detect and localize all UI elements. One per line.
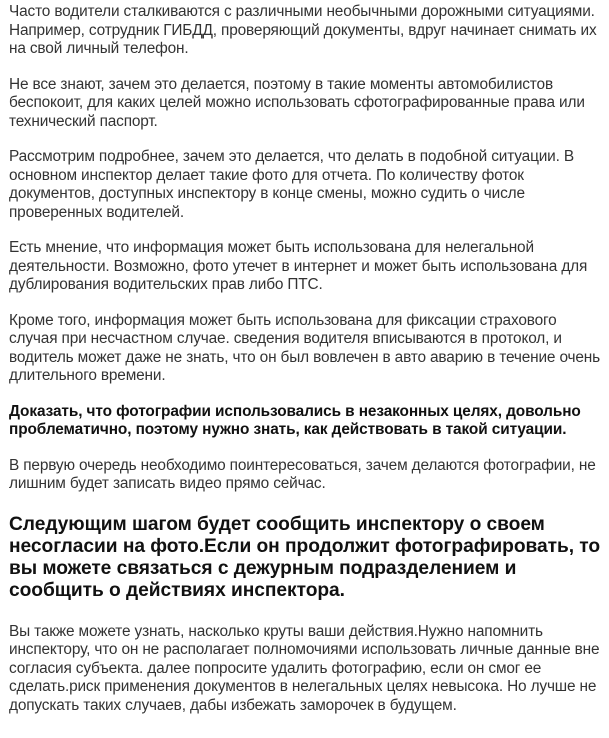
paragraph-first-step: В первую очередь необходимо поинтересоваться, зачем делаются фотографии, не лишним будет записать видео прямо сейчас. <box>9 456 596 492</box>
paragraph-insurance: Кроме того, информация может быть использована для фиксации страхового случая при несчастном случае. сведения водителя вписываются в протокол, и водитель может даже не знать, что он был вовлечен в авто аварию в течение очень длительного времени. <box>9 311 601 384</box>
paragraph-intro: Часто водители сталкиваются с различными необычными дорожными ситуациями. Например, сотрудник ГИБДД, проверяющий документы, вдруг начинает снимать их на свой личный телефон. <box>9 3 597 57</box>
paragraph-reasons: Рассмотрим подробнее, зачем это делается, что делать в подобной ситуации. В основном инспектор делает такие фото для отчета. По количеству фоток документов, доступных инспектору в конце смены, можно судить о числе проверенных водителей. <box>9 148 574 221</box>
paragraph-concern: Не все знают, зачем это делается, поэтому в такие моменты автомобилистов беспокоит, для каких целей можно использовать сфотографированные права или технический паспорт. <box>9 75 585 130</box>
paragraph-illegal-use: Есть мнение, что информация может быть использована для нелегальной деятельности. Возможно, фото утечет в интернет и может быть использована для дублирования водительских прав либо ПТС. <box>9 239 588 293</box>
section-heading: Следующим шагом будет сообщить инспектору о своем несогласии на фото.Если он продолжит фотографировать, то вы можете связаться с дежурным подразделением и сообщить о действиях инспектора. <box>9 513 601 601</box>
bold-paragraph: Доказать, что фотографии использовались в незаконных целях, довольно проблематично, поэтому нужно знать, как действовать в такой ситуации. <box>9 402 581 438</box>
paragraph-final: Вы также можете узнать, насколько круты ваши действия.Нужно напомнить инспектору, что он не располагает полномочиями использовать личные данные вне согласия субъекта. далее попросите удалить фотографию, если он смог ее сделать.риск применения документов в нелегальных целях невысока. Но лучше не допускать таких случаев, дабы избежать заморочек в будущем. <box>9 622 600 714</box>
article-body <box>9 3 601 715</box>
